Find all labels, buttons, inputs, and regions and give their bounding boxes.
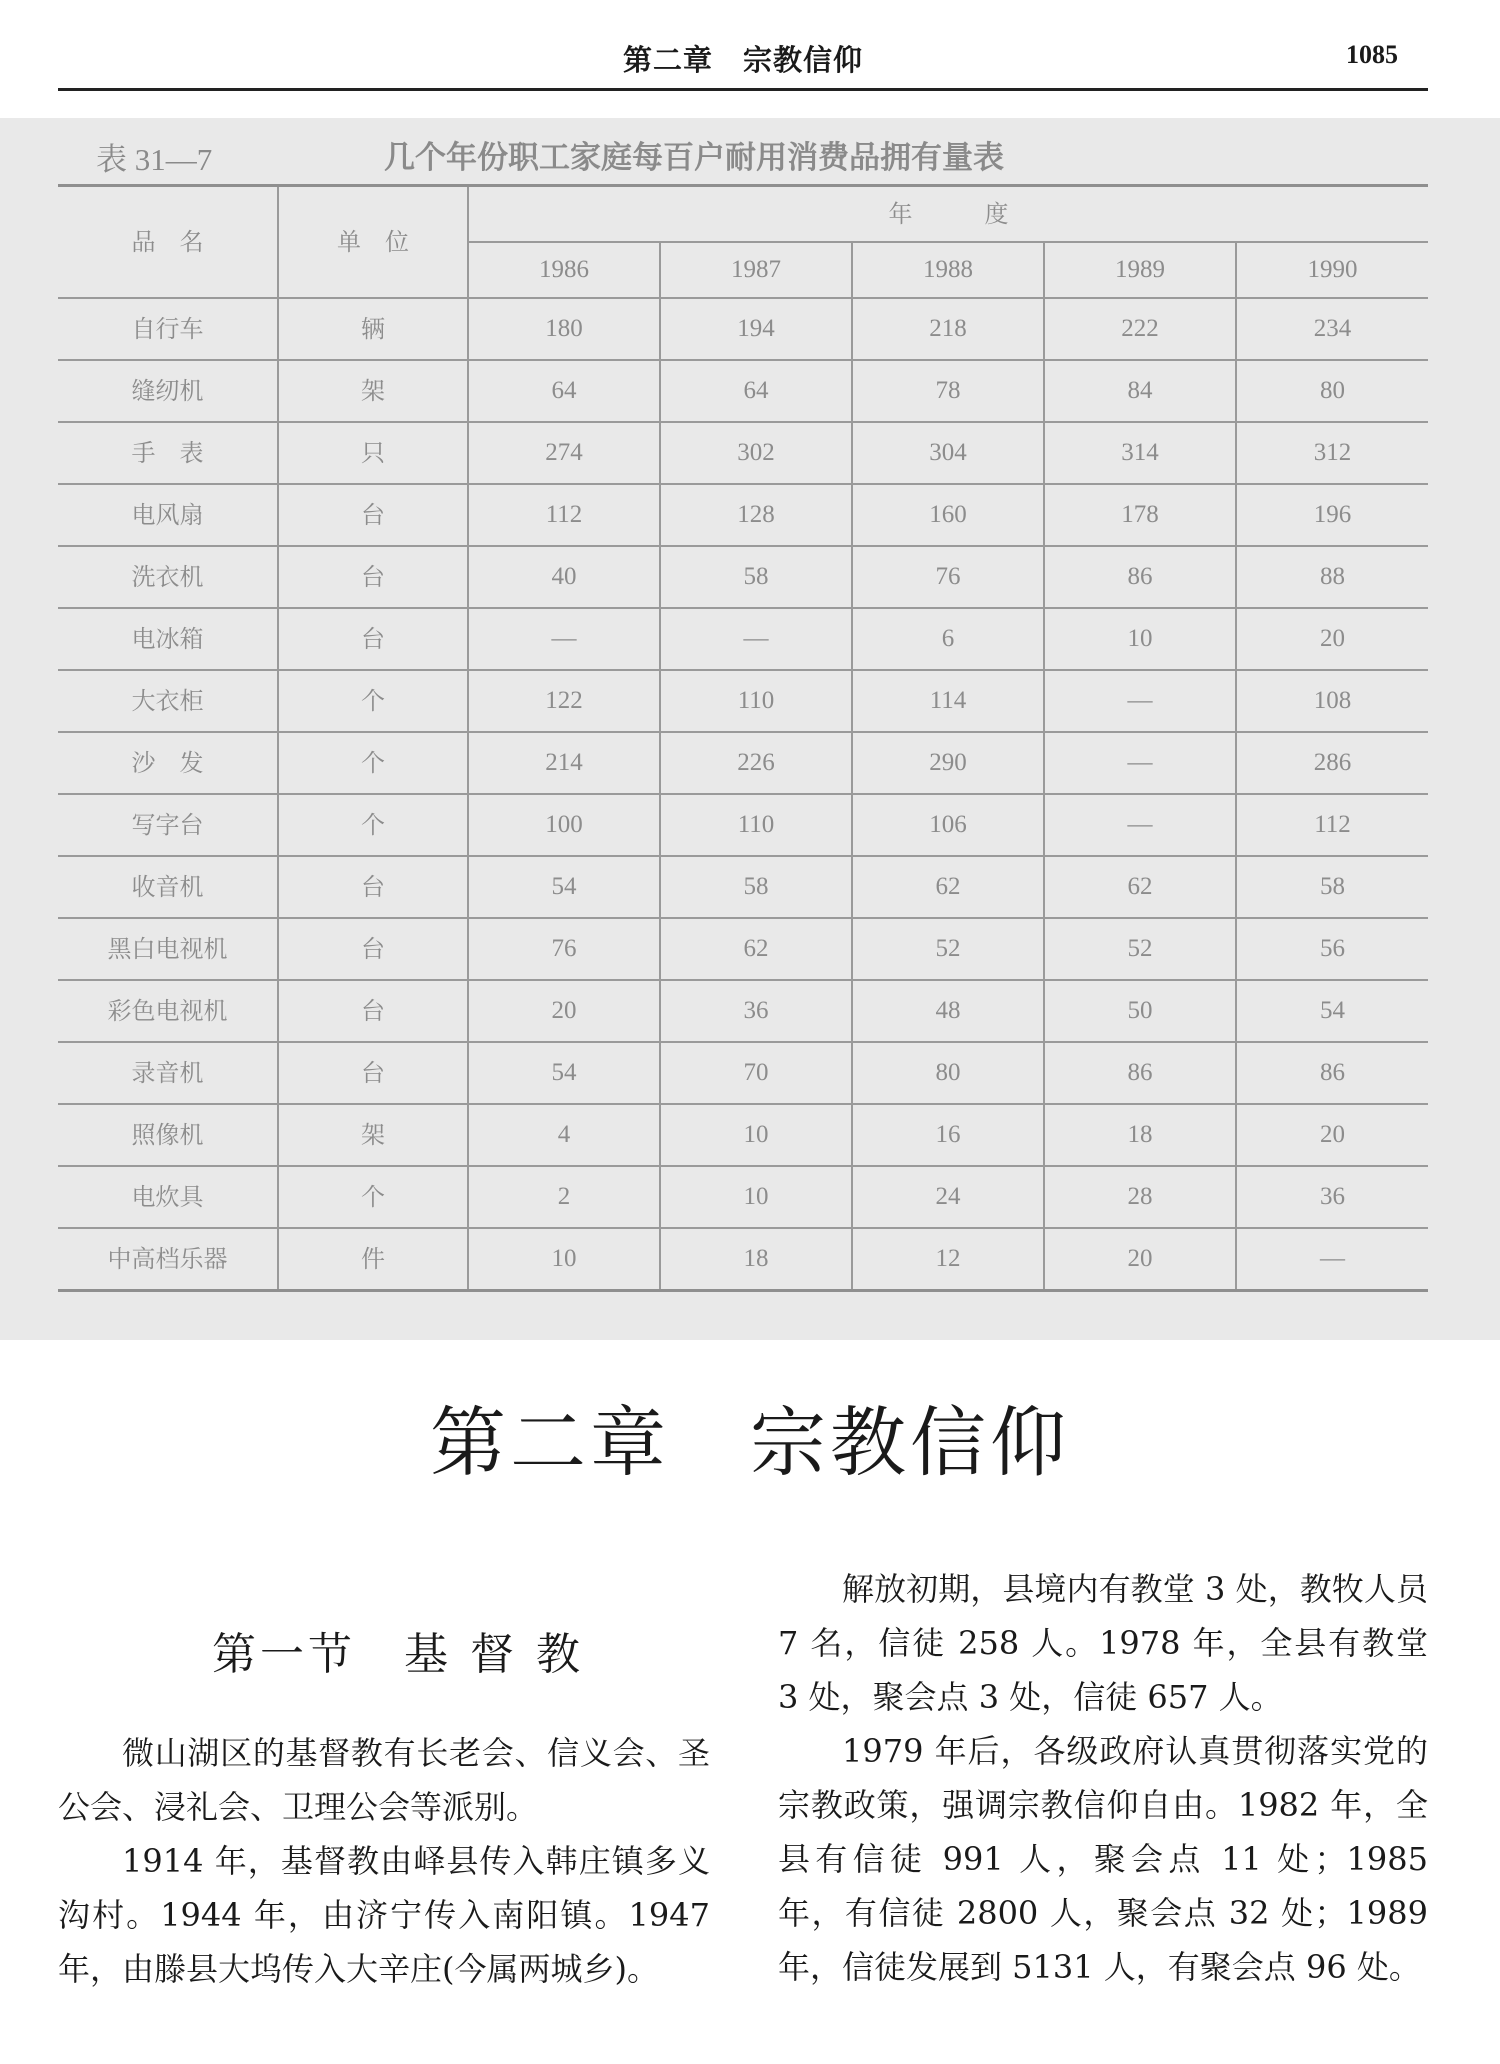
value-cell: 6 <box>852 608 1044 670</box>
value-cell: 54 <box>468 856 660 918</box>
item-name-cell: 电炊具 <box>58 1166 278 1228</box>
value-cell: 10 <box>660 1166 852 1228</box>
value-cell: 114 <box>852 670 1044 732</box>
unit-cell: 台 <box>278 856 468 918</box>
value-cell: 36 <box>1236 1166 1428 1228</box>
value-cell: 54 <box>1236 980 1428 1042</box>
item-name-cell: 电冰箱 <box>58 608 278 670</box>
table-row <box>58 1042 1428 1104</box>
item-name-cell: 沙 发 <box>58 732 278 794</box>
value-cell: 18 <box>1044 1104 1236 1166</box>
value-cell: 52 <box>1044 918 1236 980</box>
value-cell: 62 <box>852 856 1044 918</box>
unit-cell: 只 <box>278 422 468 484</box>
value-cell: 112 <box>1236 794 1428 856</box>
value-cell: 18 <box>660 1228 852 1291</box>
table-number: 表 31—7 <box>96 142 213 177</box>
unit-cell: 台 <box>278 546 468 608</box>
value-cell: 274 <box>468 422 660 484</box>
value-cell: 194 <box>660 298 852 360</box>
value-cell: 106 <box>852 794 1044 856</box>
value-cell: 64 <box>660 360 852 422</box>
value-cell: 10 <box>468 1228 660 1291</box>
item-name-cell: 黑白电视机 <box>58 918 278 980</box>
unit-cell: 架 <box>278 360 468 422</box>
value-cell: 54 <box>468 1042 660 1104</box>
paragraph: 微山湖区的基督教有长老会、信义会、圣公会、浸礼会、卫理公会等派别。 <box>58 1734 710 1826</box>
value-cell: 80 <box>1236 360 1428 422</box>
value-cell: 40 <box>468 546 660 608</box>
value-cell: 84 <box>1044 360 1236 422</box>
value-cell: 36 <box>660 980 852 1042</box>
value-cell: 50 <box>1044 980 1236 1042</box>
value-cell: 160 <box>852 484 1044 546</box>
header-year: 1988 <box>852 242 1044 298</box>
value-cell: 88 <box>1236 546 1428 608</box>
header-year: 1986 <box>468 242 660 298</box>
value-cell: 234 <box>1236 298 1428 360</box>
value-cell: 128 <box>660 484 852 546</box>
value-cell: 70 <box>660 1042 852 1104</box>
item-name-cell: 中高档乐器 <box>58 1228 278 1291</box>
value-cell: 20 <box>1236 608 1428 670</box>
value-cell: 214 <box>468 732 660 794</box>
unit-cell: 个 <box>278 794 468 856</box>
value-cell: 58 <box>660 546 852 608</box>
value-cell: 304 <box>852 422 1044 484</box>
table-row <box>58 1166 1428 1228</box>
table-row <box>58 980 1428 1042</box>
value-cell: 62 <box>660 918 852 980</box>
paragraph: 1979 年后，各级政府认真贯彻落实党的宗教政策，强调宗教信仰自由。1982 年，全县有信徒 991 人，聚会点 11 处；1985 年，有信徒 2800 人，聚会点 32 处；1989 年，信徒发展到 5131 人，有聚会点 96 处。 <box>778 1732 1428 1986</box>
header-year: 1990 <box>1236 242 1428 298</box>
right-column <box>778 1562 1428 1994</box>
value-cell: 56 <box>1236 918 1428 980</box>
consumer-goods-table <box>58 184 1428 1292</box>
header-row-1 <box>58 186 1428 243</box>
value-cell: 76 <box>852 546 1044 608</box>
unit-cell: 台 <box>278 1042 468 1104</box>
item-name-cell: 电风扇 <box>58 484 278 546</box>
value-cell: 110 <box>660 670 852 732</box>
value-cell: — <box>1044 732 1236 794</box>
value-cell: 110 <box>660 794 852 856</box>
value-cell: 20 <box>468 980 660 1042</box>
value-cell: 108 <box>1236 670 1428 732</box>
table-row <box>58 732 1428 794</box>
value-cell: 122 <box>468 670 660 732</box>
value-cell: 76 <box>468 918 660 980</box>
value-cell: 64 <box>468 360 660 422</box>
value-cell: — <box>1044 670 1236 732</box>
item-name-cell: 自行车 <box>58 298 278 360</box>
table-title: 几个年份职工家庭每百户耐用消费品拥有量表 <box>384 140 1004 176</box>
value-cell: 10 <box>660 1104 852 1166</box>
paragraph: 1914 年，基督教由峄县传入韩庄镇多义沟村。1944 年，由济宁传入南阳镇。1947 年，由滕县大坞传入大辛庄(今属两城乡)。 <box>58 1842 710 1988</box>
item-name-cell: 手 表 <box>58 422 278 484</box>
unit-cell: 架 <box>278 1104 468 1166</box>
value-cell: 28 <box>1044 1166 1236 1228</box>
left-column <box>58 1726 710 1996</box>
unit-cell: 个 <box>278 670 468 732</box>
table-row <box>58 546 1428 608</box>
value-cell: 20 <box>1236 1104 1428 1166</box>
table-row <box>58 1104 1428 1166</box>
value-cell: — <box>1236 1228 1428 1291</box>
value-cell: 58 <box>1236 856 1428 918</box>
value-cell: 222 <box>1044 298 1236 360</box>
value-cell: 24 <box>852 1166 1044 1228</box>
value-cell: — <box>468 608 660 670</box>
value-cell: 178 <box>1044 484 1236 546</box>
page-number: 1085 <box>1346 40 1398 69</box>
table-row <box>58 484 1428 546</box>
section-title: 第一节 基 督 教 <box>212 1629 584 1680</box>
value-cell: 78 <box>852 360 1044 422</box>
table-row <box>58 422 1428 484</box>
paragraph: 解放初期，县境内有教堂 3 处，教牧人员 7 名，信徒 258 人。1978 年，全县有教堂 3 处，聚会点 3 处，信徒 657 人。 <box>778 1570 1428 1716</box>
chapter-title: 第二章 宗教信仰 <box>430 1398 1070 1487</box>
value-cell: 196 <box>1236 484 1428 546</box>
item-name-cell: 录音机 <box>58 1042 278 1104</box>
value-cell: 2 <box>468 1166 660 1228</box>
value-cell: 86 <box>1236 1042 1428 1104</box>
header-year-group: 年 度 <box>468 186 1428 243</box>
table-block <box>0 118 1500 1340</box>
unit-cell: 件 <box>278 1228 468 1291</box>
item-name-cell: 写字台 <box>58 794 278 856</box>
value-cell: 62 <box>1044 856 1236 918</box>
running-header-chapter: 第二章 宗教信仰 <box>622 43 863 77</box>
value-cell: 86 <box>1044 546 1236 608</box>
table-row <box>58 298 1428 360</box>
table-row <box>58 670 1428 732</box>
value-cell: — <box>660 608 852 670</box>
header-unit: 单 位 <box>278 186 468 299</box>
unit-cell: 台 <box>278 980 468 1042</box>
item-name-cell: 大衣柜 <box>58 670 278 732</box>
header-year: 1989 <box>1044 242 1236 298</box>
value-cell: 80 <box>852 1042 1044 1104</box>
table-row <box>58 608 1428 670</box>
table-caption <box>0 128 1500 177</box>
value-cell: 52 <box>852 918 1044 980</box>
unit-cell: 台 <box>278 484 468 546</box>
value-cell: 286 <box>1236 732 1428 794</box>
table-row <box>58 918 1428 980</box>
value-cell: 100 <box>468 794 660 856</box>
unit-cell: 个 <box>278 732 468 794</box>
value-cell: 20 <box>1044 1228 1236 1291</box>
table-row <box>58 856 1428 918</box>
value-cell: 180 <box>468 298 660 360</box>
unit-cell: 台 <box>278 608 468 670</box>
value-cell: 86 <box>1044 1042 1236 1104</box>
table-row <box>58 360 1428 422</box>
value-cell: 12 <box>852 1228 1044 1291</box>
value-cell: 314 <box>1044 422 1236 484</box>
value-cell: 302 <box>660 422 852 484</box>
header-year: 1987 <box>660 242 852 298</box>
unit-cell: 个 <box>278 1166 468 1228</box>
value-cell: 218 <box>852 298 1044 360</box>
table-row <box>58 794 1428 856</box>
value-cell: 16 <box>852 1104 1044 1166</box>
value-cell: 48 <box>852 980 1044 1042</box>
running-header <box>58 24 1428 91</box>
value-cell: 4 <box>468 1104 660 1166</box>
unit-cell: 台 <box>278 918 468 980</box>
value-cell: 312 <box>1236 422 1428 484</box>
unit-cell: 辆 <box>278 298 468 360</box>
item-name-cell: 收音机 <box>58 856 278 918</box>
item-name-cell: 照像机 <box>58 1104 278 1166</box>
table-row <box>58 1228 1428 1291</box>
header-item: 品 名 <box>58 186 278 299</box>
item-name-cell: 缝纫机 <box>58 360 278 422</box>
item-name-cell: 洗衣机 <box>58 546 278 608</box>
value-cell: 112 <box>468 484 660 546</box>
item-name-cell: 彩色电视机 <box>58 980 278 1042</box>
value-cell: 58 <box>660 856 852 918</box>
value-cell: 290 <box>852 732 1044 794</box>
value-cell: 226 <box>660 732 852 794</box>
value-cell: 10 <box>1044 608 1236 670</box>
value-cell: — <box>1044 794 1236 856</box>
